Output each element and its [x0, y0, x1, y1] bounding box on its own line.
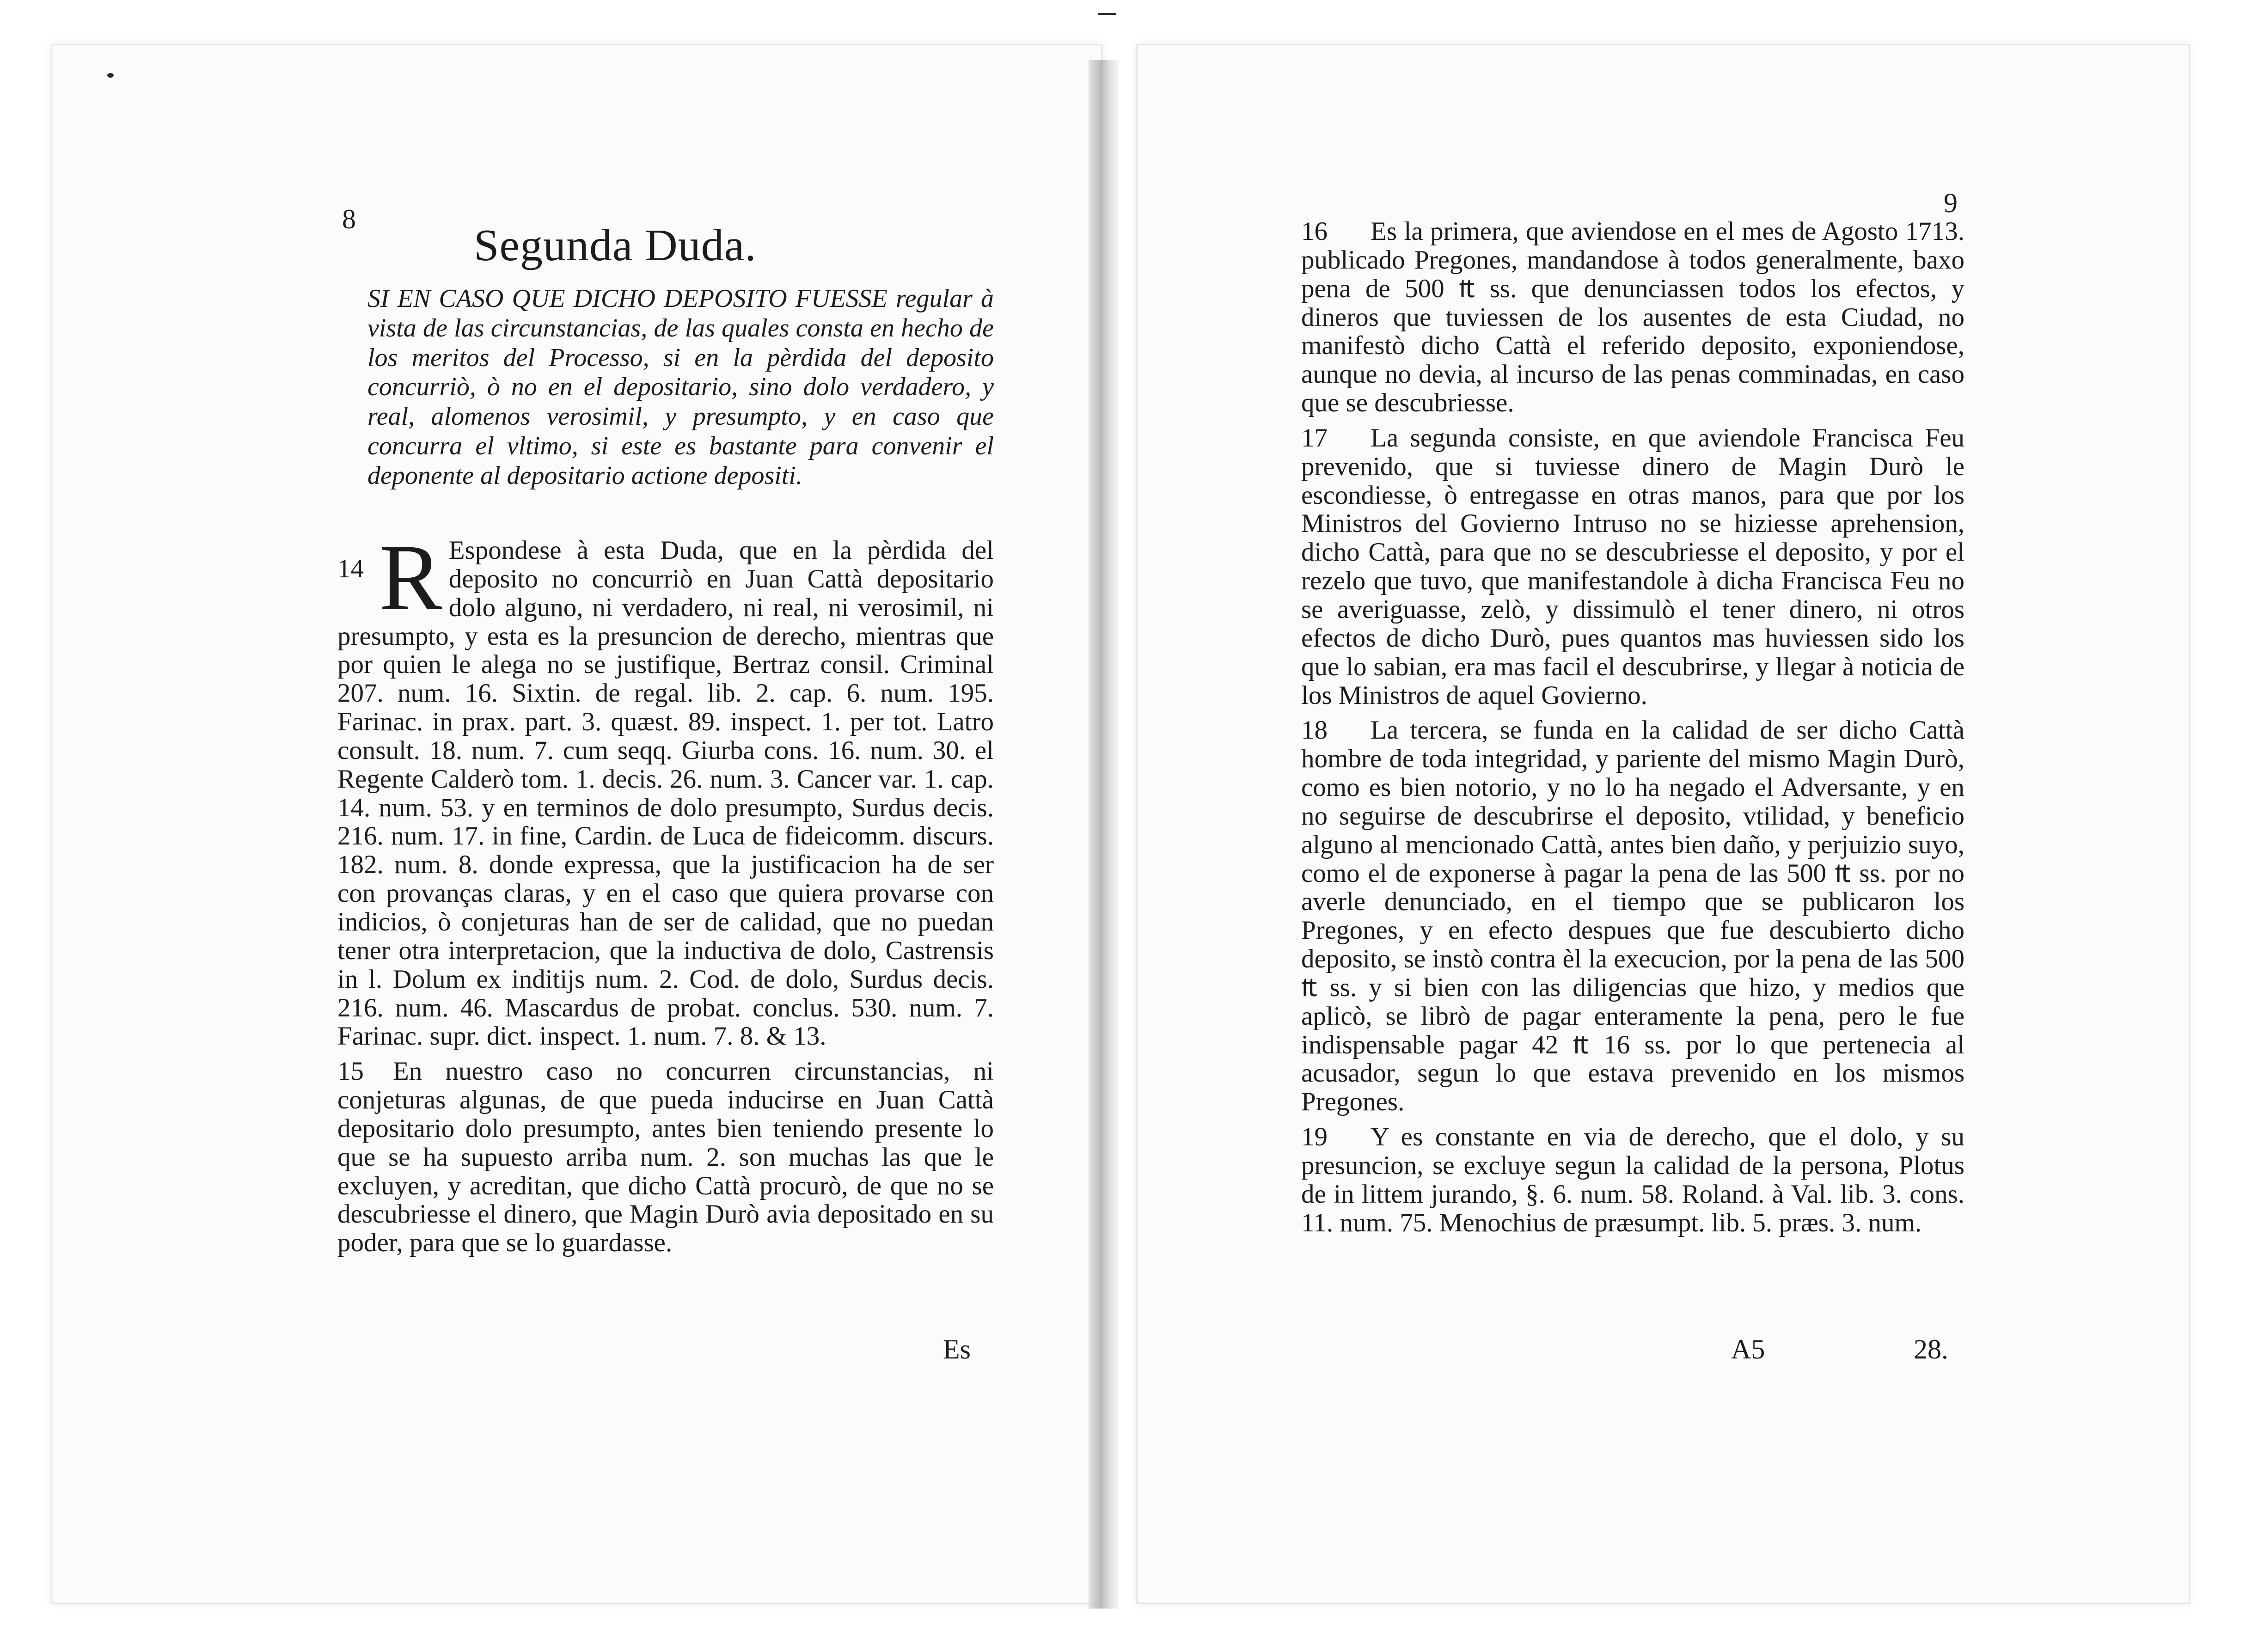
paragraph-16 — [1301, 217, 1964, 417]
paragraph-number: 14 — [337, 554, 364, 583]
drop-cap: R — [379, 525, 442, 630]
paragraph-text: Es la primera, que aviendose en el mes de Agosto 1713. publicado Pregones, mandandose à todos generalmente, baxo pena de 500 ₶ ss. que denunciassen todos los efectos, y dineros que tuviessen de los ausentes de esta Ciudad, no manifestò dicho Cattà el referido deposito, exponiendose, aunque no devia, al incurso de las penas comminadas, en caso que se descubriesse. — [1301, 217, 1964, 418]
page-number-right: 9 — [1944, 188, 1958, 218]
paragraph-17 — [1301, 424, 1964, 710]
left-body — [337, 525, 994, 1258]
paragraph-number: 15 — [337, 1057, 364, 1086]
right-body — [1301, 217, 1964, 1237]
catchword-left: Es — [943, 1334, 971, 1364]
chapter-title: Segunda Duda. — [474, 220, 757, 270]
paragraph-number: 16 — [1301, 217, 1328, 246]
paragraph-text: Y es constante en via de derecho, que el dolo, y su presuncion, se excluye segun la calidad de la persona, Plotus de in littem jurando, §. 6. num. 58. Roland. à Val. lib. 3. cons. 11. num. 75. Menochius de præsumpt. lib. 5. præs. 3. num. — [1301, 1122, 1964, 1237]
paragraph-text: En nuestro caso no concurren circunstancias, ni conjeturas algunas, de que pueda inducirse en Juan Cattà depositario dolo presumpto, antes bien teniendo presente lo que se ha supuesto arriba num. 2. son muchas las que le excluyen, y acreditan, que dicho Cattà procurò, de que no se descubriesse el dinero, que Magin Durò avia depositado en su poder, para que se lo guardasse. — [337, 1057, 994, 1258]
scan-speck — [1098, 13, 1116, 15]
page-number-left: 8 — [342, 204, 356, 234]
book-gutter — [1089, 60, 1119, 1609]
paragraph-text: Espondese à esta Duda, que en la pèrdida del deposito no concurriò en Juan Cattà depositario dolo alguno, ni verdadero, ni real, ni verosimil, ni presumpto, y esta es la presuncion de derecho, mientras que por quien le alega no se justifique, Bertraz consil. Criminal 207. num. 16. Sixtin. de regal. lib. 2. cap. 6. num. 195. Farinac. in prax. part. 3. quæst. 89. inspect. 1. per tot. Latro consult. 18. num. 7. cum seqq. Giurba cons. 16. num. 30. el Regente Calderò tom. 1. decis. 26. num. 3. Cancer var. 1. cap. 14. num. 53. y en terminos de dolo presumpto, Surdus decis. 216. num. 17. in fine, Cardin. de Luca de fideicomm. discurs. 182. num. 8. donde expressa, que la justificacion ha de ser con provanças claras, y en el caso que quiera provarse con indicios, ò conjeturas han de ser de calidad, que no puedan tener otra interpretacion, que la inductiva de dolo, Castrensis in l. Dolum ex inditijs num. 2. Cod. de dolo, Surdus decis. 216. num. 46. Mascardus de probat. conclus. 530. num. 7. Farinac. supr. dict. inspect. 1. num. 7. 8. & 13. — [337, 536, 994, 1051]
paragraph-19 — [1301, 1123, 1964, 1237]
paragraph-text: La segunda consiste, en que aviendole Francisca Feu prevenido, que si tuviesse dinero de Magin Durò le escondiesse, ò entregasse en otras manos, para que por los Ministros del Govierno Intruso no se hiziesse aprehension, dicho Cattà, para que no se descubriesse el deposito, y por el rezelo que tuvo, que manifestandole à dicha Francisca Feu no se averiguasse, zelò, y dissimulò el tener dinero, ni otros efectos de dicho Durò, pues quantos mas huviessen sido los que lo sabian, era mas facil el descubrirse, y llegar à noticia de los Ministros de aquel Govierno. — [1301, 423, 1964, 710]
scan-speck — [107, 73, 114, 78]
signature-mark: A5 — [1731, 1334, 1765, 1364]
paragraph-number: 19 — [1301, 1122, 1328, 1152]
catchword-right: 28. — [1914, 1334, 1948, 1364]
paragraph-number: 17 — [1301, 423, 1328, 453]
paragraph-15 — [337, 1057, 994, 1257]
paragraph-14 — [337, 525, 994, 1051]
doubt-question: SI EN CASO QUE DICHO DEPOSITO FUESSE regular à vista de las circunstancias, de las quales consta en hecho de los meritos del Processo, si en la pèrdida del deposito concurriò, ò no en el depositario, sino dolo verdadero, y real, alomenos verosimil, y presumpto, y en caso que concurra el vltimo, si este es bastante para convenir el deponente al depositario actione depositi. — [367, 284, 994, 490]
paragraph-text: La tercera, se funda en la calidad de ser dicho Cattà hombre de toda integridad, y pariente del mismo Magin Durò, como es bien notorio, y no lo ha negado el Adversante, y en no seguirse de descubrirse el deposito, vtilidad, y beneficio alguno al mencionado Cattà, antes bien daño, y perjuizio suyo, como el de exponerse à pagar la pena de las 500 ₶ ss. por no averle denunciado, en el tiempo que se publicaron los Pregones, y en efecto despues que fue descubierto dicho deposito, se instò contra èl la execucion, por la pena de las 500 ₶ ss. y si bien con las diligencias que hizo, y medios que aplicò, se librò de pagar enteramente la pena, pero le fue indispensable pagar 42 ₶ 16 ss. por lo que pertenecia al acusador, segun lo que estava prevenido en los mismos Pregones. — [1301, 716, 1964, 1117]
paragraph-18 — [1301, 716, 1964, 1116]
paragraph-number: 18 — [1301, 716, 1328, 745]
